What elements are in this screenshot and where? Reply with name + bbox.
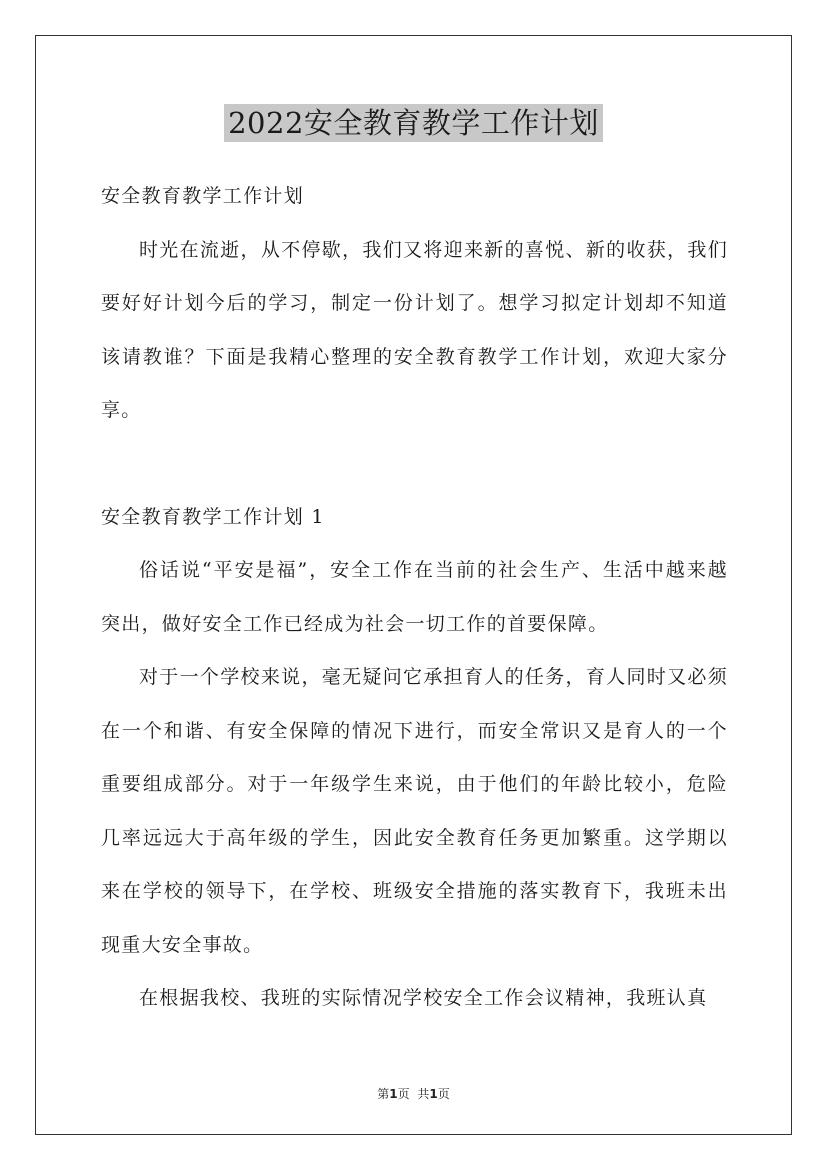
document-title: 2022安全教育教学工作计划 — [224, 104, 603, 142]
page-number: 1 — [389, 1087, 398, 1101]
page-prefix: 第 — [377, 1087, 390, 1101]
total-suffix: 页 — [437, 1087, 450, 1101]
body-paragraph: 俗话说“平安是福”，安全工作在当前的社会生产、生活中越来越突出，做好安全工作已经成为社会一切工作的首要保障。 — [101, 559, 728, 635]
page-footer — [0, 1085, 827, 1102]
blank-line — [101, 438, 728, 491]
section-heading: 安全教育教学工作计划 1 — [101, 505, 325, 528]
total-pages: 1 — [429, 1087, 438, 1101]
page-suffix: 页 — [397, 1087, 410, 1101]
intro-heading: 安全教育教学工作计划 — [101, 185, 305, 207]
body-paragraph: 对于一个学校来说，毫无疑问它承担育人的任务，育人同时又必须在一个和谐、有安全保障的情况下进行，而安全常识又是育人的一个重要组成部分。对于一年级学生来说，由于他们的年龄比较小，危险几率远远大于高年级的学生，因此安全教育任务更加繁重。这学期以来在学校的领导下，在学校、班级安全措施的落实教育下，我班未出现重大安全事故。 — [101, 666, 728, 956]
document-body — [101, 170, 728, 1026]
total-prefix: 共 — [417, 1087, 430, 1101]
intro-paragraph: 时光在流逝，从不停歇，我们又将迎来新的喜悦、新的收获，我们要好好计划今后的学习，制定一份计划了。想学习拟定计划却不知道该请教谁？下面是我精心整理的安全教育教学工作计划，欢迎大家分享。 — [101, 238, 728, 421]
title-container — [0, 104, 827, 142]
body-paragraph: 在根据我校、我班的实际情况学校安全工作会议精神，我班认真 — [139, 987, 708, 1009]
